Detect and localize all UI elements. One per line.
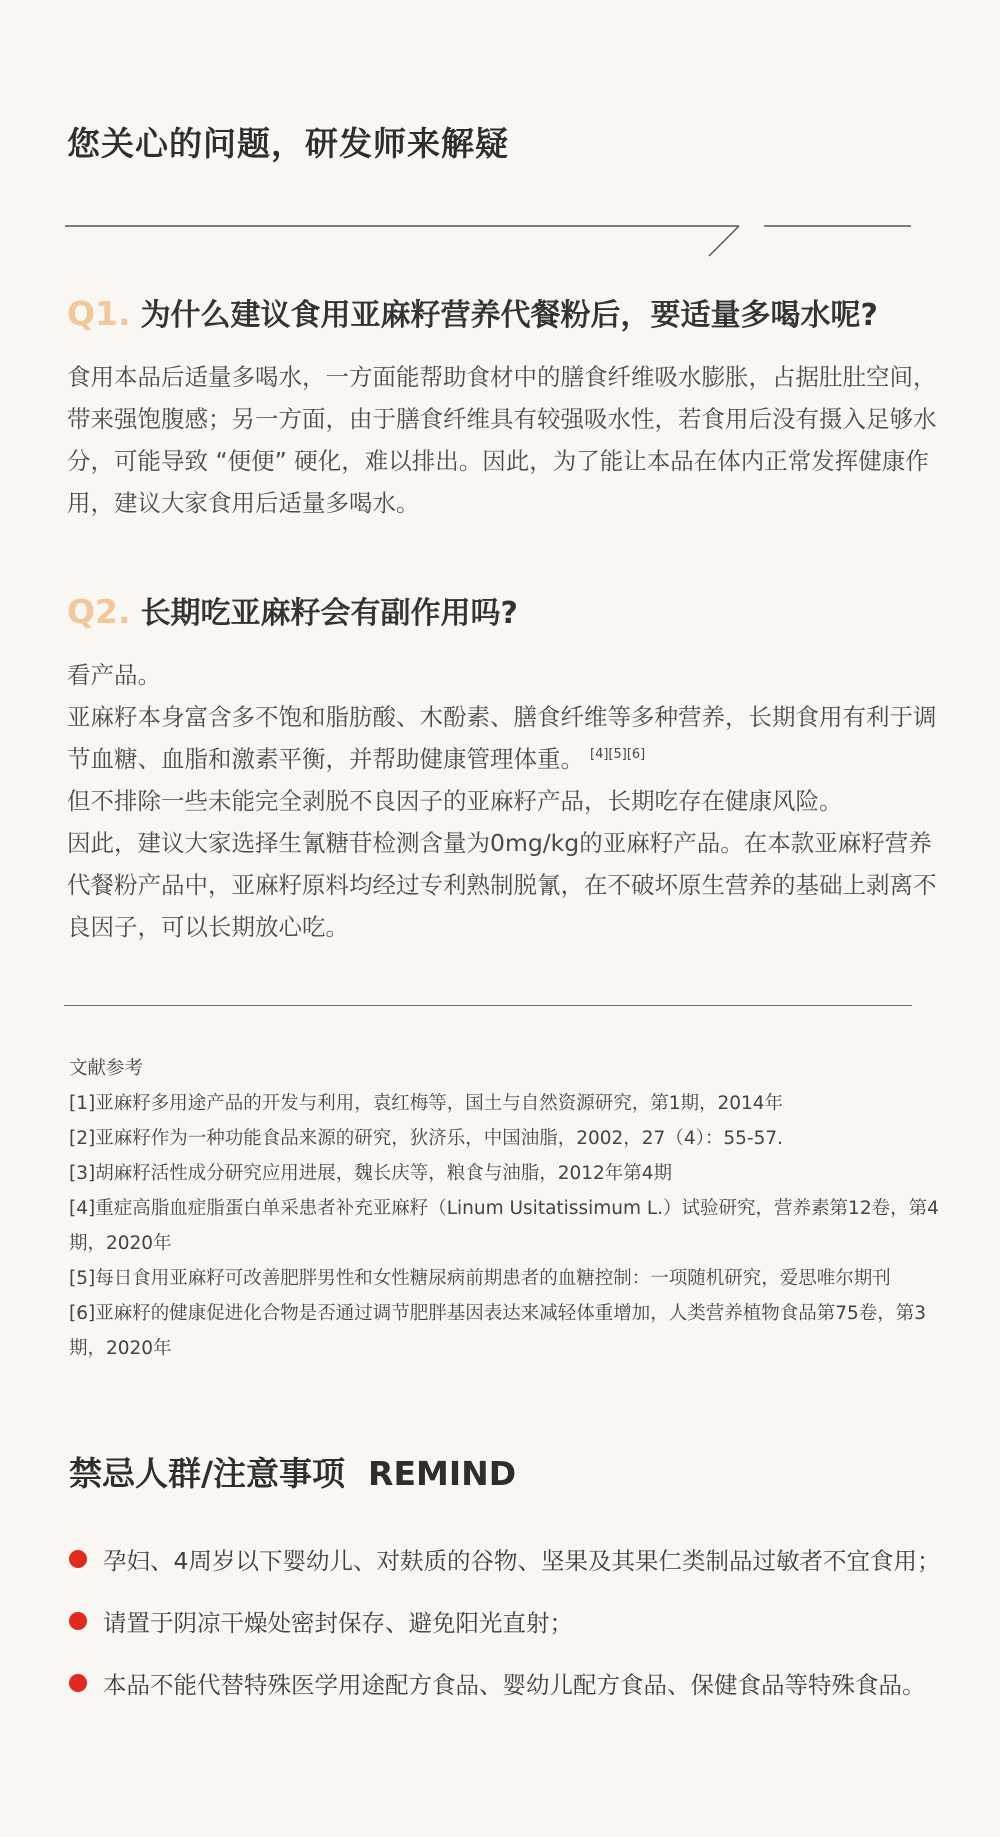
answer-text: 亚麻籽本身富含多不饱和脂肪酸、木酚素、膳食纤维等多种营养，长期食用有利于调节血糖、血脂和激素平衡，并帮助健康管理体重。: [67, 703, 937, 773]
faq-item-q2: [67, 588, 947, 948]
reference-item: [3]胡麻籽活性成分研究应用进展，魏长庆等，粮食与油脂，2012年第4期: [69, 1163, 673, 1184]
remind-text: 孕妇、4周岁以下婴幼儿、对麸质的谷物、坚果及其果仁类制品过敏者不宜食用；: [103, 1547, 941, 1575]
remind-item: [69, 1590, 989, 1652]
answer: [67, 356, 947, 524]
bullet-dot-icon: [69, 1674, 87, 1692]
reference-item: [1]亚麻籽多用途产品的开发与利用，袁红梅等，国土与自然资源研究，第1期，2014年: [69, 1093, 784, 1114]
decorative-divider: [64, 220, 924, 260]
remind-title: 禁忌人群/注意事项 REMIND: [69, 1454, 517, 1493]
question-number: Q1.: [67, 294, 131, 333]
reference-item: [5]每日食用亚麻籽可改善肥胖男性和女性糖尿病前期患者的血糖控制：一项随机研究，爱思唯尔期刊: [69, 1268, 891, 1289]
bullet-dot-icon: [69, 1612, 87, 1630]
citation-marker: [4][5][6]: [590, 747, 646, 762]
answer-paragraph: [67, 696, 947, 780]
answer-paragraph: 因此，建议大家选择生氰糖苷检测含量为0mg/kg的亚麻籽产品。在本款亚麻籽营养代餐粉产品中，亚麻籽原料均经过专利熟制脱氰，在不破坏原生营养的基础上剥离不良因子，可以长期放心吃。: [67, 829, 937, 941]
reference-item: [4]重症高脂血症脂蛋白单采患者补充亚麻籽（Linum Usitatissimum L.）试验研究，营养素第12卷，第4期，2020年: [69, 1198, 939, 1254]
faq-item-q1: [67, 290, 947, 524]
references: [69, 1052, 949, 1366]
answer-paragraph: 食用本品后适量多喝水，一方面能帮助食材中的膳食纤维吸水膨胀，占据肚肚空间，带来强饱腹感；另一方面，由于膳食纤维具有较强吸水性，若食用后没有摄入足够水分，可能导致 “便便” 硬化，难以排出。因此，为了能让本品在体内正常发挥健康作用，建议大家食用后适量多喝水。: [67, 363, 937, 517]
remind-text: 本品不能代替特殊医学用途配方食品、婴幼儿配方食品、保健食品等特殊食品。: [103, 1671, 926, 1699]
remind-item: [69, 1528, 989, 1590]
remind-text: 请置于阴凉干燥处密封保存、避免阳光直射；: [103, 1609, 573, 1637]
question-heading: [67, 588, 947, 632]
bullet-dot-icon: [69, 1550, 87, 1568]
answer-paragraph: 看产品。: [67, 661, 161, 689]
remind-item: [69, 1652, 989, 1714]
question-text: 为什么建议食用亚麻籽营养代餐粉后，要适量多喝水呢?: [140, 298, 878, 333]
remind-list: [69, 1528, 989, 1714]
faq-title: 您关心的问题，研发师来解疑: [67, 124, 509, 163]
answer-paragraph: 但不排除一些未能完全剥脱不良因子的亚麻籽产品，长期吃存在健康风险。: [67, 787, 843, 815]
reference-item: [6]亚麻籽的健康促进化合物是否通过调节肥胖基因表达来减轻体重增加，人类营养植物食品第75卷，第3期，2020年: [69, 1303, 927, 1359]
question-text: 长期吃亚麻籽会有副作用吗?: [140, 596, 518, 631]
reference-item: [2]亚麻籽作为一种功能食品来源的研究，狄济乐，中国油脂，2002，27（4）：55-57.: [69, 1128, 783, 1149]
references-list: [69, 1086, 949, 1366]
references-title: 文献参考: [69, 1058, 144, 1079]
question-number: Q2.: [67, 592, 131, 631]
section-divider: [64, 1005, 912, 1006]
answer: [67, 654, 947, 948]
question-heading: [67, 290, 947, 334]
